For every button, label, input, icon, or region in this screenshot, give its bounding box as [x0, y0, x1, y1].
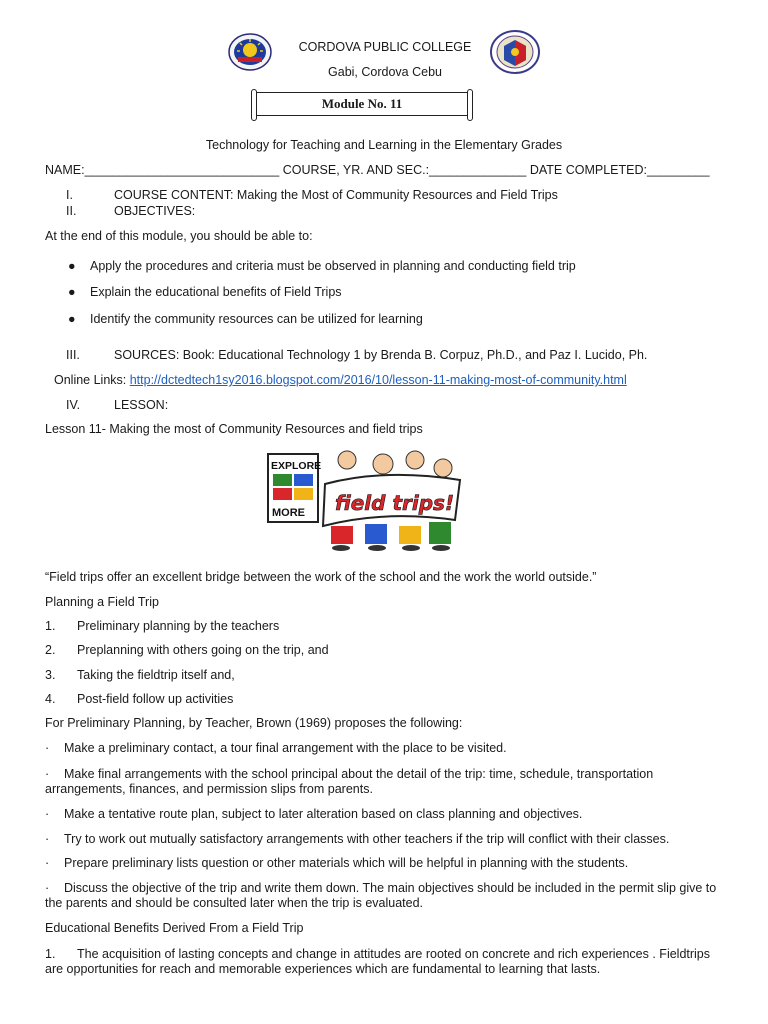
objective-item	[68, 259, 576, 273]
sources-number: III.	[66, 348, 80, 362]
objective-text: Identify the community resources can be utilized for learning	[90, 312, 423, 326]
preliminary-item	[45, 856, 725, 871]
preliminary-heading: For Preliminary Planning, by Teacher, Brown (1969) proposes the following:	[45, 716, 463, 730]
preliminary-item	[45, 807, 725, 822]
course-content-number: I.	[66, 188, 73, 202]
preliminary-item	[45, 881, 725, 911]
online-links-line	[54, 373, 627, 387]
objective-item	[68, 312, 423, 326]
step-number: 4.	[45, 692, 56, 706]
sources-text: SOURCES: Book: Educational Technology 1 by Brenda B. Corpuz, Ph.D., and Paz I. Lucido, Ph.	[114, 348, 648, 362]
planning-step	[45, 643, 329, 657]
bullet-icon: ·	[45, 767, 50, 781]
preliminary-text: Make final arrangements with the school principal about the detail of the trip: time, schedule, transportation arrangements, finances, and permission slips from parents.	[45, 767, 654, 796]
benefits-heading: Educational Benefits Derived From a Field Trip	[45, 921, 304, 935]
bullet-icon: ●	[68, 312, 76, 326]
field-trips-illustration	[265, 448, 475, 556]
step-number: 3.	[45, 668, 56, 682]
bullet-icon: ·	[45, 741, 50, 755]
preliminary-item	[45, 767, 725, 797]
step-number: 2.	[45, 643, 56, 657]
lesson-title: Lesson 11- Making the most of Community Resources and field trips	[45, 422, 423, 436]
preliminary-text: Make a preliminary contact, a tour final arrangement with the place to be visited.	[64, 741, 507, 755]
intro-text: At the end of this module, you should be able to:	[45, 229, 313, 243]
preliminary-text: Try to work out mutually satisfactory arrangements with other teachers if the trip will conflict with their classes.	[64, 832, 670, 846]
planning-heading: Planning a Field Trip	[45, 595, 159, 609]
lesson-heading: LESSON:	[114, 398, 169, 412]
explore-label: EXPLORE	[271, 460, 322, 472]
lesson-number: IV.	[66, 398, 81, 412]
preliminary-text: Prepare preliminary lists question or other materials which will be helpful in planning with the students.	[64, 856, 629, 870]
benefit-text: The acquisition of lasting concepts and change in attitudes are rooted on concrete and rich experiences . Fieldtrips are opportunities for reach and memorable experiences which are fundamental to learning that lasts.	[45, 947, 711, 976]
benefit-number: 1.	[45, 947, 56, 961]
step-text: Preliminary planning by the teachers	[77, 619, 280, 633]
planning-step	[45, 692, 233, 706]
planning-step	[45, 619, 279, 633]
bullet-icon: ·	[45, 807, 50, 821]
objectives-heading: OBJECTIVES:	[114, 204, 196, 218]
quote: “Field trips offer an excellent bridge between the work of the school and the work the world outside.”	[45, 570, 597, 584]
field-trips-banner-text: field trips!	[335, 491, 455, 515]
preliminary-item	[45, 741, 725, 756]
module-banner	[256, 92, 468, 116]
objectives-number: II.	[66, 204, 77, 218]
college-name: CORDOVA PUBLIC COLLEGE	[298, 40, 472, 54]
sources-line	[66, 348, 647, 362]
more-label: MORE	[272, 507, 305, 519]
course-content-text: COURSE CONTENT: Making the Most of Community Resources and Field Trips	[114, 188, 558, 202]
module-title: Module No. 11	[321, 96, 403, 111]
lesson-line	[66, 398, 168, 412]
online-links-label: Online Links:	[54, 373, 130, 387]
bullet-icon: ●	[68, 285, 76, 299]
bullet-icon: ·	[45, 832, 50, 846]
step-number: 1.	[45, 619, 56, 633]
objectives-line	[66, 204, 195, 218]
bullet-icon: ●	[68, 259, 76, 273]
objective-text: Explain the educational benefits of Field Trips	[90, 285, 342, 299]
subject-title: Technology for Teaching and Learning in the Elementary Grades	[205, 138, 563, 152]
benefit-item	[45, 947, 725, 977]
college-address: Gabi, Cordova Cebu	[328, 65, 442, 79]
course-content-line	[66, 188, 558, 202]
objective-text: Apply the procedures and criteria must be observed in planning and conducting field trip	[90, 259, 576, 273]
bullet-icon: ·	[45, 881, 50, 895]
step-text: Post-field follow up activities	[77, 692, 234, 706]
student-info-line: NAME:____________________________ COURSE, YR. AND SEC.:______________ DATE COMPLETED:_________	[45, 163, 710, 177]
online-link[interactable]: http://dctedtech1sy2016.blogspot.com/2016/10/lesson-11-making-most-of-community.html	[129, 373, 627, 387]
preliminary-item	[45, 832, 725, 847]
college-seal-left	[228, 33, 272, 74]
college-seal-right	[490, 30, 540, 77]
bullet-icon: ·	[45, 856, 50, 870]
preliminary-text: Discuss the objective of the trip and write them down. The main objectives should be included in the permit slip give to the parents and should be consulted later when the trip is evaluated.	[45, 881, 717, 910]
step-text: Taking the fieldtrip itself and,	[77, 668, 235, 682]
preliminary-text: Make a tentative route plan, subject to later alteration based on class planning and objectives.	[64, 807, 583, 821]
planning-step	[45, 668, 235, 682]
objective-item	[68, 285, 342, 299]
step-text: Preplanning with others going on the trip, and	[77, 643, 329, 657]
